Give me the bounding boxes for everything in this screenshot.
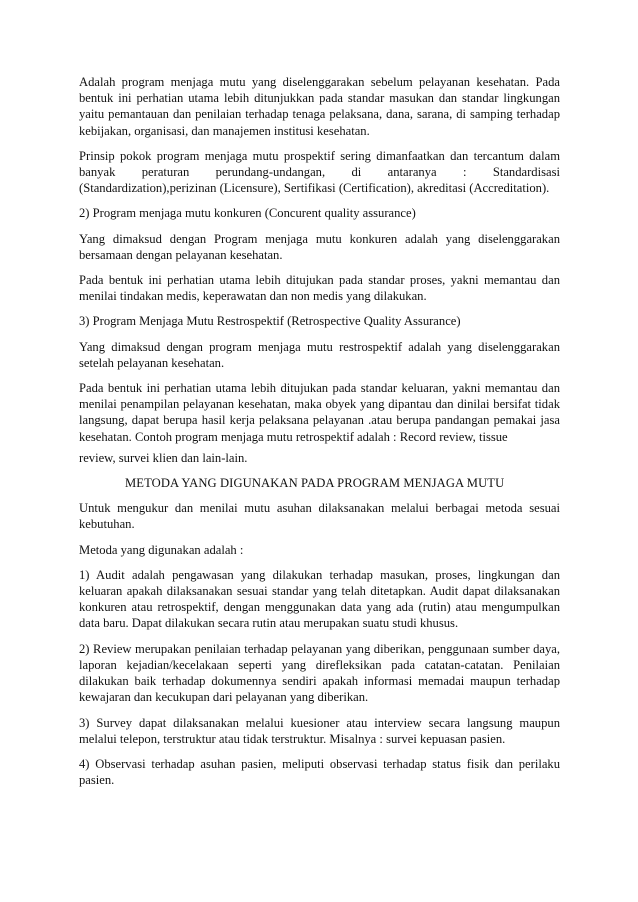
paragraph-method-observation: 4) Observasi terhadap asuhan pasien, meliputi observasi terhadap status fisik dan perilaku pasien. <box>79 756 560 788</box>
paragraph-concurrent-definition: Yang dimaksud dengan Program menjaga mutu konkuren adalah yang diselenggarakan bersamaan dengan pelayanan kesehatan. <box>79 231 560 262</box>
document-page <box>79 74 560 797</box>
paragraph-method-audit: 1) Audit adalah pengawasan yang dilakukan terhadap masukan, proses, lingkungan dan keluaran apakah dilaksanakan sesuai standar yang telah ditetapkan. Audit dapat dilaksanakan konkuren atau retrospektif, dengan menggunakan data yang ada (rutin) atau mengumpulkan data baru. Dapat dilakukan secara rutin atau merupakan suatu studi khusus. <box>79 567 560 631</box>
section-heading: METODA YANG DIGUNAKAN PADA PROGRAM MENJAGA MUTU <box>125 476 505 491</box>
paragraph-retrospective-focus: Pada bentuk ini perhatian utama lebih ditujukan pada standar keluaran, yakni memantau dan menilai penampilan pelayanan kesehatan, maka obyek yang dipantau dan dinilai bersifat tidak langsung, dapat berupa hasil kerja pelaksana pelayanan .atau berupa pandangan pemakai jasa kesehatan. Contoh program menjaga mutu retrospektif adalah : Record review, tissue <box>79 381 560 444</box>
paragraph-method-survey: 3) Survey dapat dilaksanakan melalui kuesioner atau interview secara langsung maupun melalui telepon, terstruktur atau tidak terstruktur. Misalnya : survei kepuasan pasien. <box>79 715 560 746</box>
paragraph-concurrent-title: 2) Program menjaga mutu konkuren (Concurent quality assurance) <box>79 206 416 221</box>
paragraph-methods-intro: Untuk mengukur dan menilai mutu asuhan dilaksanakan melalui berbagai metoda sesuai kebutuhan. <box>79 501 560 532</box>
paragraph-methods-label: Metoda yang digunakan adalah : <box>79 542 244 557</box>
paragraph-retrospective-definition: Yang dimaksud dengan program menjaga mutu restrospektif adalah yang diselenggarakan setelah pelayanan kesehatan. <box>79 339 560 370</box>
paragraph-prospective-definition: Adalah program menjaga mutu yang diselenggarakan sebelum pelayanan kesehatan. Pada bentuk ini perhatian utama lebih ditunjukkan pada standar masukan dan standar lingkungan yaitu pemantauan dan penilaian terhadap tenaga pelaksana, dana, sarana, di samping terhadap kebijakan, organisasi, dan manajemen institusi kesehatan. <box>79 75 560 138</box>
paragraph-retrospective-continuation: review, survei klien dan lain-lain. <box>79 450 248 465</box>
paragraph-prospective-principle: Prinsip pokok program menjaga mutu prospektif sering dimanfaatkan dan tercantum dalam banyak peraturan perundang-undangan, di antaranya : Standardisasi (Standardization),perizinan (Licensure), Sertifikasi (Certification), akreditasi (Accreditation). <box>79 148 560 196</box>
paragraph-method-review: 2) Review merupakan penilaian terhadap pelayanan yang diberikan, penggunaan sumber daya, laporan kejadian/kecelakaan seperti yang direfleksikan pada catatan-catatan. Penilaian dilakukan baik terhadap dokumennya sendiri apakah informasi memadai maupun terhadap kewajaran dan kecukupan dari pelayanan yang diberikan. <box>79 641 560 705</box>
paragraph-retrospective-title: 3) Program Menjaga Mutu Restrospektif (Retrospective Quality Assurance) <box>79 314 461 329</box>
paragraph-concurrent-focus: Pada bentuk ini perhatian utama lebih ditujukan pada standar proses, yakni memantau dan menilai tindakan medis, keperawatan dan non medis yang dilakukan. <box>79 273 560 304</box>
